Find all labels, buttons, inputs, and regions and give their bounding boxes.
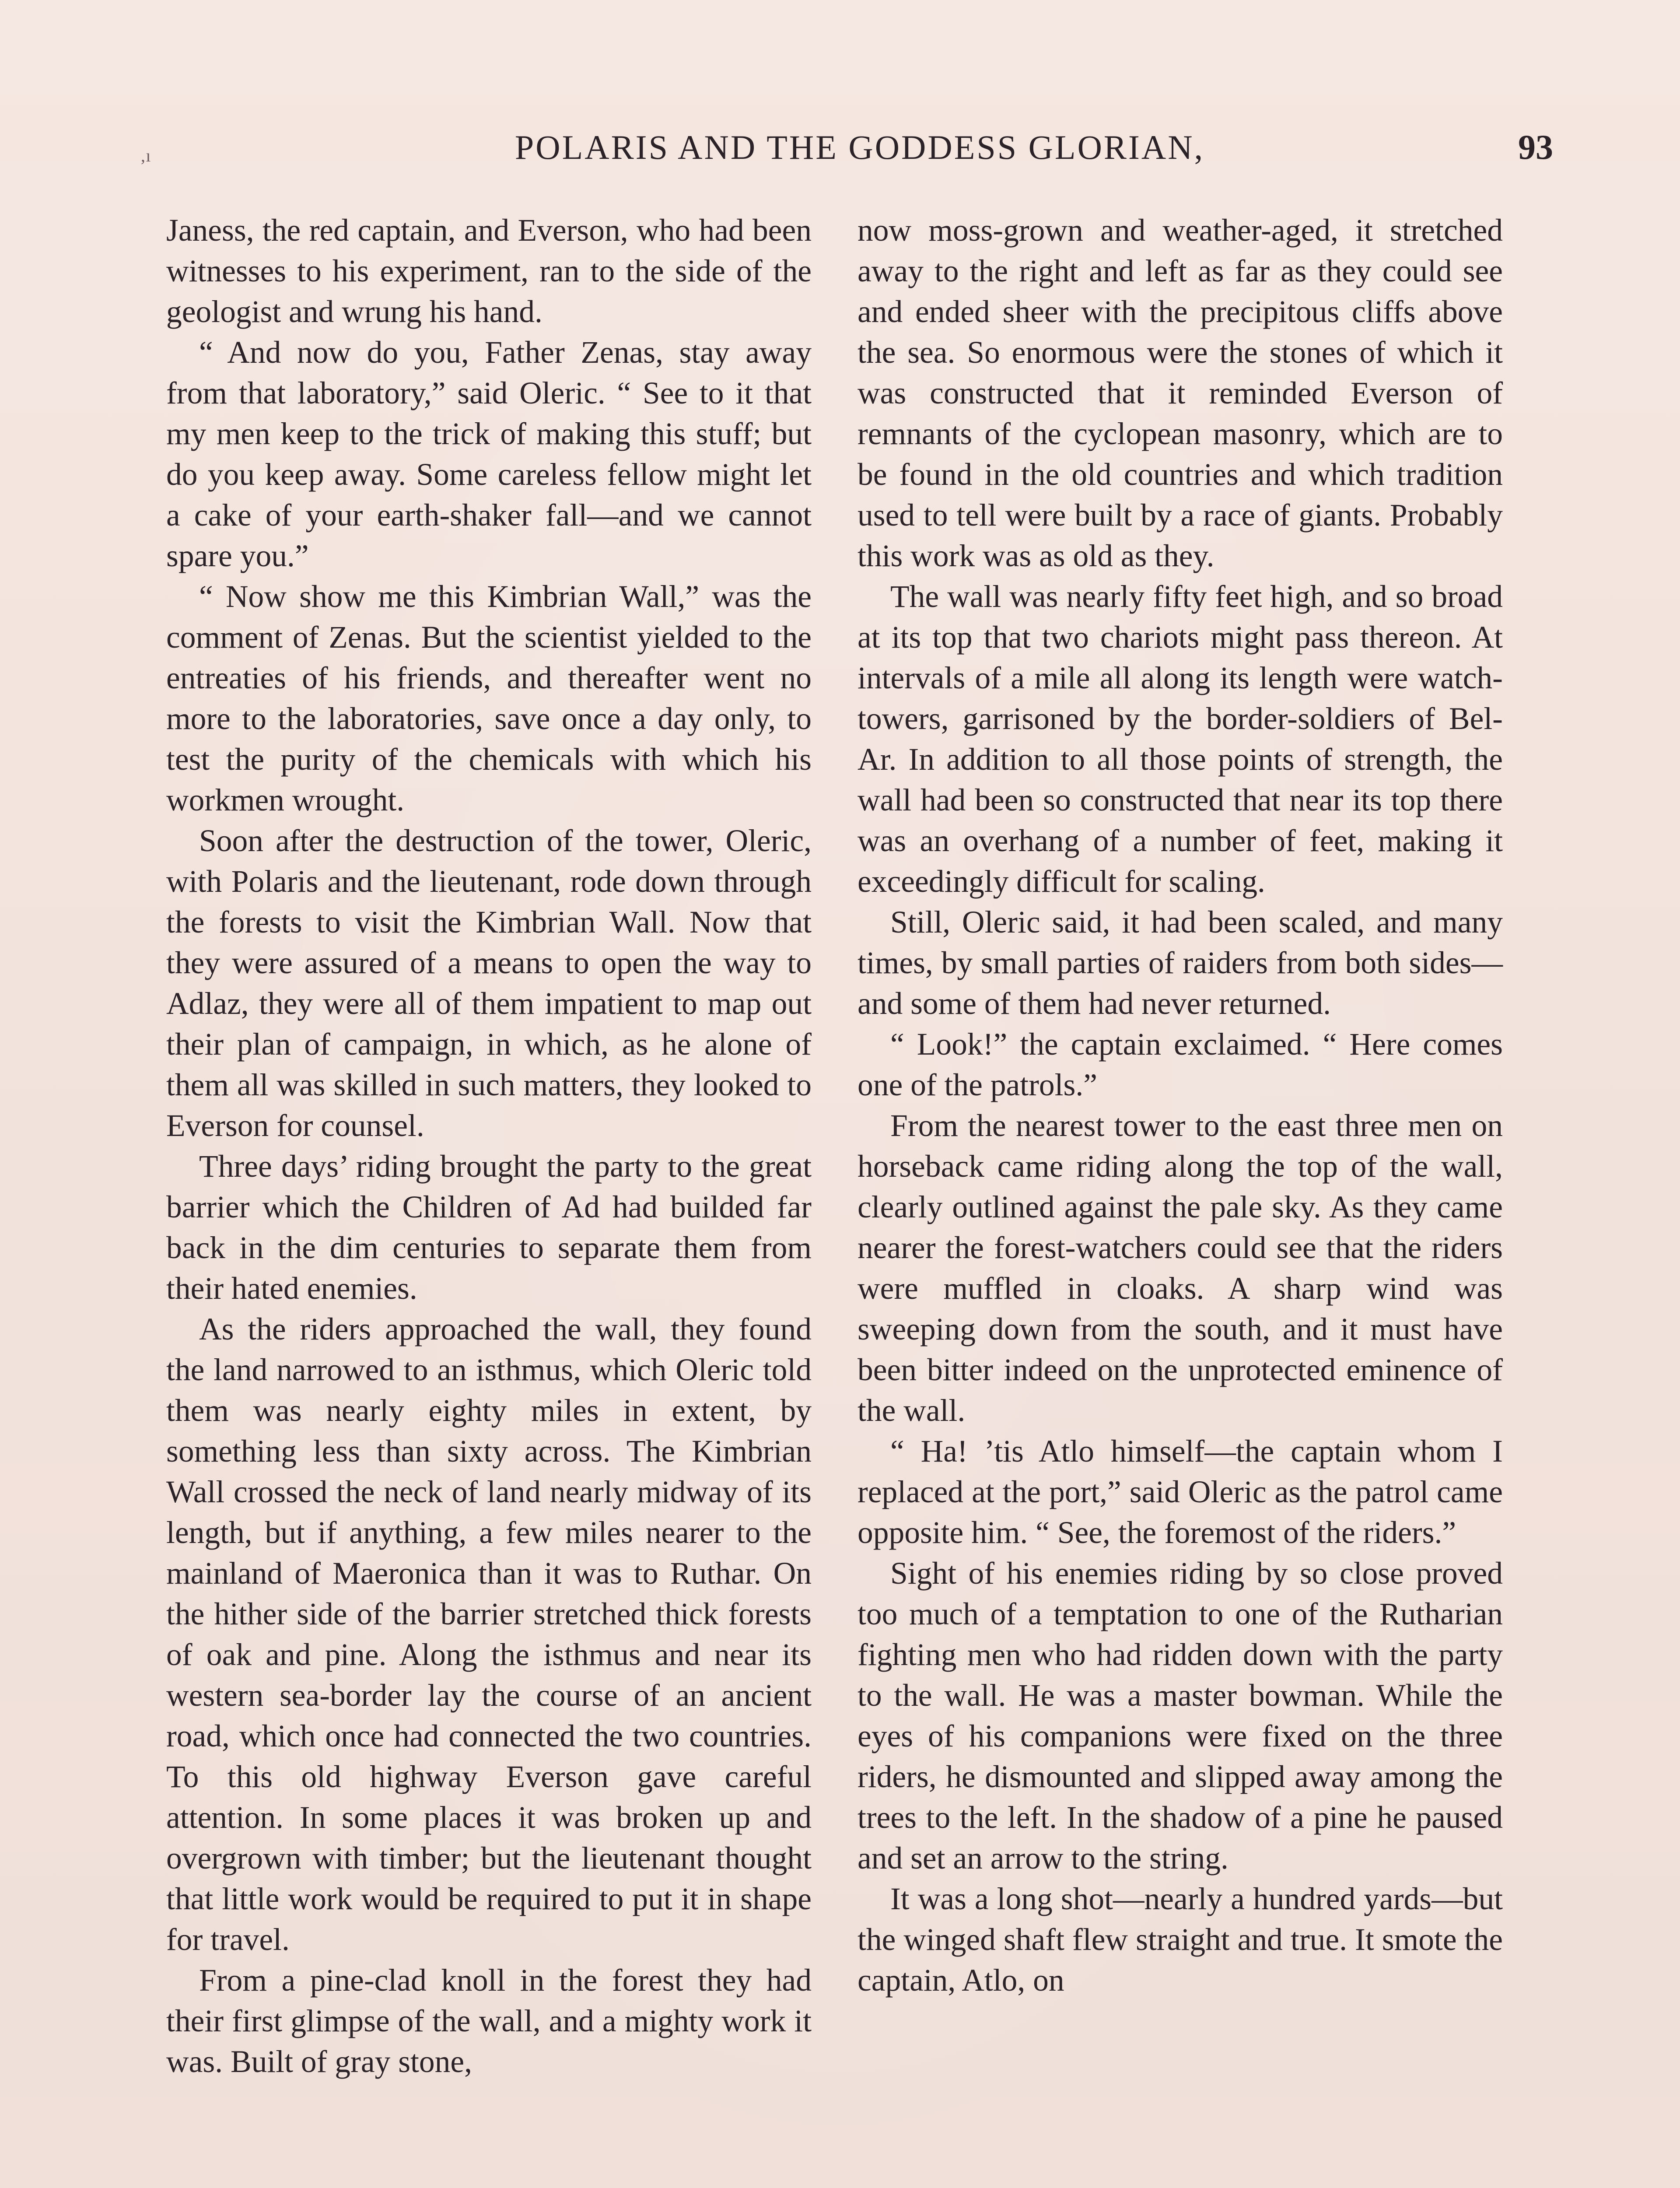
right-column — [858, 210, 1503, 2001]
paragraph: “ And now do you, Father Zenas, stay away from that laboratory,” said Oleric. “ See to it that my men keep to the trick of making this stuff; but do you keep away. Some careless fellow might let a cake of your earth-shaker fall—and we cannot spare you.” — [166, 335, 812, 573]
paragraph: From the nearest tower to the east three men on horseback came riding along the top of the wall, clearly outlined against the pale sky. As they came nearer the forest-watchers could see that the riders were muffled in cloaks. A sharp wind was sweeping down from the south, and it must have been bitter indeed on the unprotected eminence of the wall. — [858, 1108, 1503, 1428]
paragraph: Three days’ riding brought the party to the great barrier which the Children of Ad had builded far back in the dim centuries to separate them from their hated enemies. — [166, 1149, 812, 1306]
running-title: POLARIS AND THE GODDESS GLORIAN, — [514, 128, 1205, 166]
paragraph: Still, Oleric said, it had been scaled, and many times, by small parties of raiders from both sides—and some of them had never returned. — [858, 905, 1503, 1021]
paragraph: It was a long shot—nearly a hundred yards—but the winged shaft flew straight and true. It smote the captain, Atlo, on — [858, 1882, 1503, 1998]
paragraph: now moss-grown and weather-aged, it stretched away to the right and left as far as they could see and ended sheer with the precipitous cliffs above the sea. So enormous were the stones of which it was constructed that it reminded Everson of remnants of the cyclopean masonry, which are to be found in the old countries and which tradition used to tell were built by a race of giants. Probably this work was as old as they. — [858, 213, 1503, 573]
print-mark: ‚ı — [140, 146, 151, 165]
paragraph: “ Look!” the captain exclaimed. “ Here comes one of the patrols.” — [858, 1027, 1503, 1102]
paragraph: From a pine-clad knoll in the forest they had their first glimpse of the wall, and a mighty work it was. Built of gray stone, — [166, 1963, 812, 2079]
paragraph: Sight of his enemies riding by so close proved too much of a temptation to one of the Rutharian fighting men who had ridden down with the party to the wall. He was a master bowman. While the eyes of his companions were fixed on the three riders, he dismounted and slipped away among the trees to the left. In the shadow of a pine he paused and set an arrow to the string. — [858, 1556, 1503, 1876]
left-column — [166, 210, 812, 2082]
paragraph: The wall was nearly fifty feet high, and so broad at its top that two chariots might pass thereon. At intervals of a mile all along its length were watch-towers, garrisoned by the border-soldiers of Bel-Ar. In addition to all those points of strength, the wall had been so constructed that near its top there was an overhang of a number of feet, making it exceedingly difficult for scaling. — [858, 579, 1503, 899]
paragraph: “ Now show me this Kimbrian Wall,” was the comment of Zenas. But the scientist yielded to the entreaties of his friends, and thereafter went no more to the laboratories, save once a day only, to test the purity of the chemicals with which his workmen wrought. — [166, 579, 812, 817]
paragraph: Soon after the destruction of the tower, Oleric, with Polaris and the lieutenant, rode down through the forests to visit the Kimbrian Wall. Now that they were assured of a means to open the way to Adlaz, they were all of them impatient to map out their plan of campaign, in which, as he alone of them all was skilled in such matters, they looked to Everson for counsel. — [166, 824, 812, 1143]
page-number: 93 — [1518, 128, 1553, 167]
paragraph: Janess, the red captain, and Everson, who had been witnesses to his experiment, ran to the side of the geologist and wrung his hand. — [166, 213, 812, 329]
page-header — [140, 128, 1553, 176]
paragraph: “ Ha! ’tis Atlo himself—the captain whom I replaced at the port,” said Oleric as the patrol came opposite him. “ See, the foremost of the riders.” — [858, 1434, 1503, 1550]
paragraph: As the riders approached the wall, they found the land narrowed to an isthmus, which Oleric told them was nearly eighty miles in extent, by something less than sixty across. The Kimbrian Wall crossed the neck of land nearly midway of its length, but if anything, a few miles nearer to the mainland of Maeronica than it was to Ruthar. On the hither side of the barrier stretched thick forests of oak and pine. Along the isthmus and near its western sea-border lay the course of an ancient road, which once had connected the two countries. To this old highway Everson gave careful attention. In some places it was broken up and overgrown with timber; but the lieutenant thought that little work would be required to put it in shape for travel. — [166, 1312, 812, 1957]
